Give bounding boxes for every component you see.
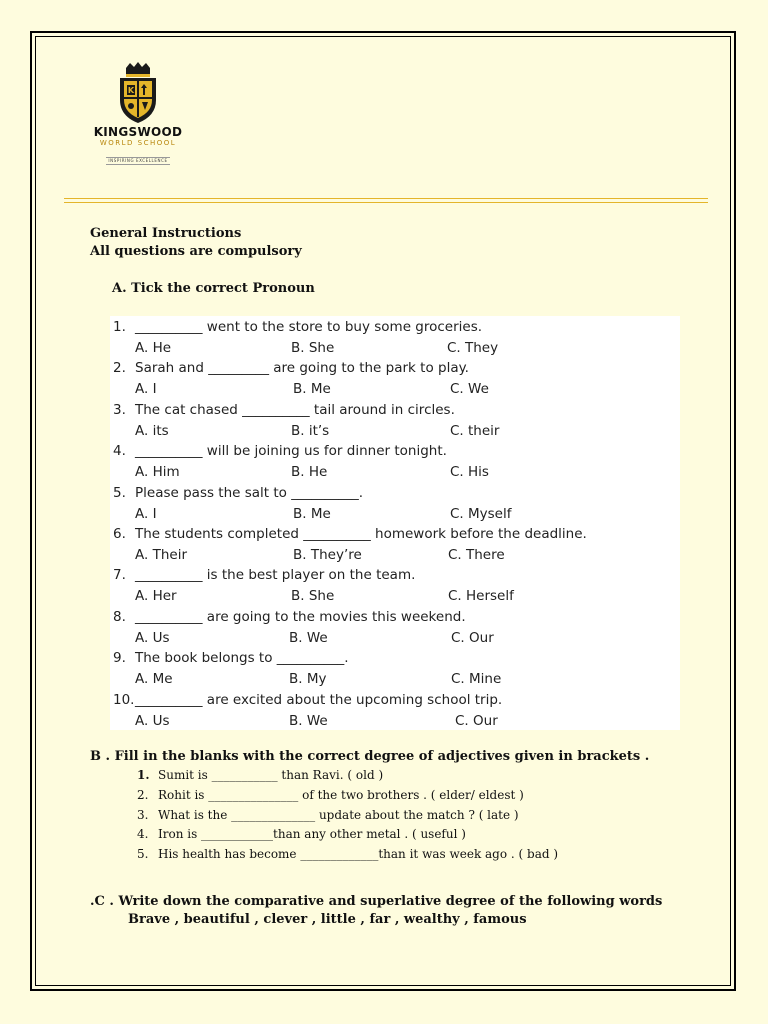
- fill-blank-number: 3.: [137, 807, 149, 822]
- question-text: The book belongs to __________.: [135, 650, 349, 667]
- answer-option[interactable]: A. I: [135, 505, 157, 522]
- question-number: 3.: [113, 401, 126, 418]
- question-text: The students completed __________ homework before the deadline.: [135, 526, 587, 542]
- answer-option[interactable]: A. Her: [135, 588, 177, 605]
- answer-option[interactable]: B. We: [289, 629, 328, 646]
- section-b-heading: B . Fill in the blanks with the correct degree of adjectives given in brackets .: [90, 749, 650, 764]
- school-tagline: INSPIRING EXCELLENCE: [108, 158, 168, 163]
- section-a-heading: A. Tick the correct Pronoun: [112, 281, 315, 296]
- answer-option[interactable]: A. Us: [135, 629, 170, 646]
- question-number: 8.: [113, 608, 126, 625]
- crest-letter: K: [127, 86, 135, 95]
- answer-option[interactable]: B. She: [291, 588, 335, 605]
- question-text: The cat chased __________ tail around in circles.: [135, 401, 455, 418]
- general-instructions-title: General Instructions: [90, 226, 242, 241]
- school-subtitle: WORLD SCHOOL: [99, 139, 177, 147]
- fill-blank-item: Sumit is ___________ than Ravi. ( old ): [158, 768, 384, 782]
- question-text: __________ will be joining us for dinner tonight.: [135, 443, 447, 460]
- answer-option[interactable]: B. My: [289, 671, 327, 688]
- answer-option[interactable]: A. its: [135, 422, 169, 439]
- question-number: 6.: [113, 526, 126, 542]
- answer-option[interactable]: C. Our: [455, 712, 498, 729]
- question-text: __________ went to the store to buy some groceries.: [135, 319, 483, 335]
- answer-option[interactable]: B. She: [291, 340, 335, 356]
- question-number: 5.: [113, 484, 126, 501]
- question-text: Sarah and _________ are going to the park to play.: [135, 360, 469, 377]
- question-number: 1.: [113, 319, 126, 335]
- answer-option[interactable]: B. Me: [293, 505, 331, 522]
- answer-option[interactable]: C. Our: [451, 629, 494, 646]
- compulsory-note: All questions are compulsory: [90, 244, 302, 259]
- answer-option[interactable]: A. I: [135, 381, 157, 398]
- answer-option[interactable]: B. He: [291, 464, 328, 481]
- gold-divider: [64, 198, 708, 203]
- school-logo: [92, 62, 184, 163]
- answer-option[interactable]: C. Herself: [448, 588, 514, 605]
- fill-blank-item: What is the ______________ update about the match ? ( late ): [158, 807, 519, 822]
- answer-option[interactable]: C. Myself: [450, 505, 512, 522]
- answer-option[interactable]: B. We: [289, 712, 328, 729]
- answer-option[interactable]: C. There: [448, 547, 505, 563]
- fill-blank-number: 5.: [137, 847, 149, 862]
- answer-option[interactable]: A. Me: [135, 671, 173, 688]
- question-number: 10.: [113, 691, 135, 708]
- fill-blank-item: Rohit is _______________ of the two brothers . ( elder/ eldest ): [158, 787, 524, 802]
- fill-blank-number: 1.: [137, 768, 150, 782]
- answer-option[interactable]: A. Their: [135, 547, 187, 563]
- school-name: KINGSWOOD: [93, 125, 183, 139]
- answer-option[interactable]: B. They’re: [293, 547, 362, 563]
- fill-blank-item: Iron is ____________than any other metal . ( useful ): [158, 827, 466, 842]
- answer-option[interactable]: C. They: [447, 340, 499, 356]
- section-c-heading: .C . Write down the comparative and superlative degree of the following words: [90, 894, 663, 909]
- question-number: 7.: [113, 567, 126, 584]
- question-text: __________ are going to the movies this weekend.: [135, 608, 466, 625]
- answer-option[interactable]: C. His: [450, 464, 489, 481]
- answer-option[interactable]: C. Mine: [451, 671, 502, 688]
- answer-option[interactable]: B. Me: [293, 381, 331, 398]
- question-text: Please pass the salt to __________.: [135, 484, 364, 501]
- answer-option[interactable]: A. Him: [135, 464, 180, 481]
- answer-option[interactable]: C. their: [450, 422, 500, 439]
- answer-option[interactable]: C. We: [450, 381, 489, 398]
- question-text: __________ is the best player on the team.: [135, 567, 416, 584]
- answer-option[interactable]: A. He: [135, 340, 172, 356]
- fill-blank-number: 4.: [137, 827, 149, 842]
- question-number: 4.: [113, 443, 126, 460]
- question-number: 2.: [113, 360, 126, 377]
- section-a-question-box: [110, 316, 680, 730]
- section-c-words: Brave , beautiful , clever , little , far , wealthy , famous: [128, 912, 527, 927]
- school-crest-icon: [118, 62, 158, 124]
- fill-blank-item: His health has become _____________than it was week ago . ( bad ): [158, 847, 559, 862]
- answer-option[interactable]: B. it’s: [291, 422, 330, 439]
- question-text: __________ are excited about the upcoming school trip.: [135, 691, 503, 708]
- question-number: 9.: [113, 650, 126, 667]
- fill-blank-number: 2.: [137, 787, 149, 802]
- answer-option[interactable]: A. Us: [135, 712, 170, 729]
